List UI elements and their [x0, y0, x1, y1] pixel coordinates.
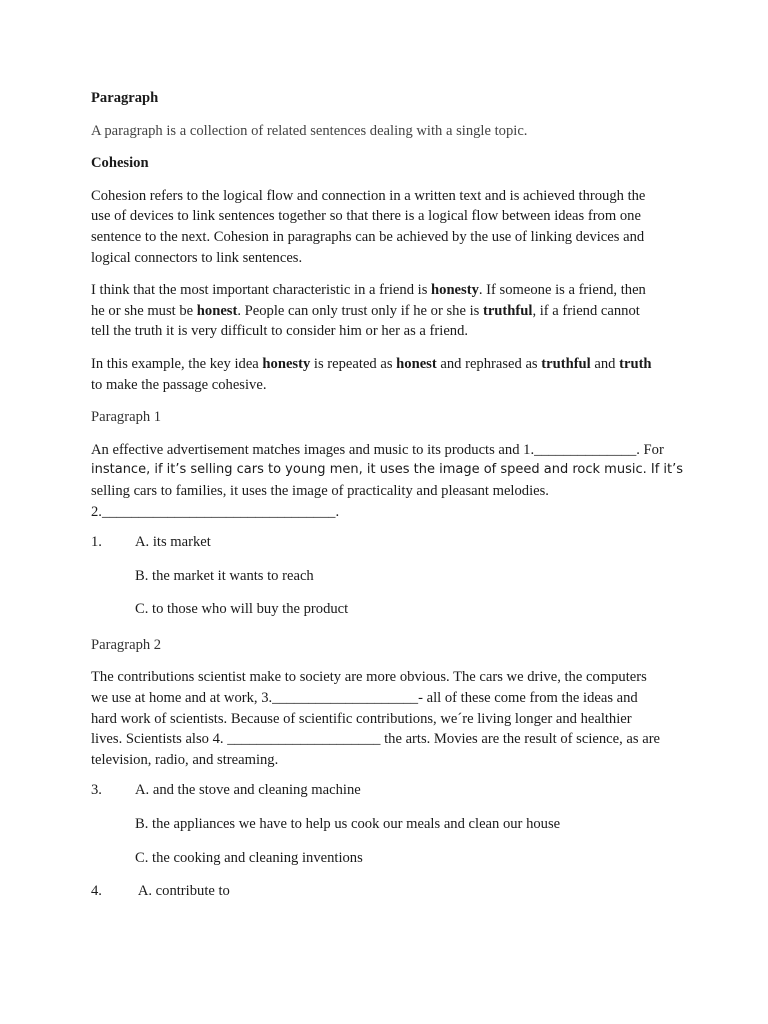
option-a: A. its market — [135, 534, 211, 551]
option-b: B. the market it wants to reach — [135, 567, 314, 584]
example-line — [91, 280, 691, 301]
keyword-honesty: honesty — [262, 355, 311, 372]
paragraph-2-line: we use at home and at work, 3.____________________- all of these come from the ideas and — [91, 690, 638, 707]
keyword-truthful: truthful — [482, 302, 533, 319]
option-c: C. the cooking and cleaning inventions — [135, 849, 363, 866]
cohesion-line: Cohesion refers to the logical flow and connection in a written text and is achieved through the — [91, 187, 646, 204]
text-run: is repeated as — [310, 355, 397, 372]
question-3 — [91, 782, 691, 870]
cohesion-text — [91, 186, 691, 268]
explanation-line: to make the passage cohesive. — [91, 376, 267, 393]
paragraph-definition: A paragraph is a collection of related sentences dealing with a single topic. — [91, 122, 528, 139]
paragraph-1-line: instance, if it’s selling cars to young men, it uses the image of speed and rock music. If it’s — [91, 462, 684, 478]
example-text — [91, 280, 691, 342]
option-row — [91, 782, 691, 803]
option-c: C. to those who will buy the product — [135, 601, 349, 618]
document-page — [91, 88, 691, 917]
option-row — [91, 850, 691, 871]
example-line: tell the truth it is very difficult to consider him or her as a friend. — [91, 323, 469, 340]
keyword-honest: honest — [396, 355, 437, 372]
heading-cohesion: Cohesion — [91, 155, 149, 172]
text-run: he or she must be — [91, 302, 197, 319]
text-run: , if a friend cannot — [532, 302, 640, 319]
option-a: A. contribute to — [135, 883, 230, 900]
option-b: B. the appliances we have to help us cook our meals and clean our house — [135, 816, 561, 833]
paragraph-1-line: 2.________________________________. — [91, 503, 340, 520]
question-number: 4. — [91, 883, 102, 900]
option-row — [91, 568, 691, 589]
option-row — [91, 601, 691, 622]
paragraph-2-line: television, radio, and streaming. — [91, 751, 279, 768]
paragraph-1-line: An effective advertisement matches images and music to its products and 1.______________. For — [91, 441, 664, 458]
heading-paragraph: Paragraph — [91, 90, 159, 106]
question-4 — [91, 883, 691, 904]
text-run: . If someone is a friend, then — [478, 282, 646, 299]
paragraph-1-label: Paragraph 1 — [91, 409, 162, 426]
explanation-line — [91, 354, 691, 375]
text-run: I think that the most important characteristic in a friend is — [91, 282, 432, 299]
question-number: 3. — [91, 782, 102, 799]
question-number: 1. — [91, 534, 102, 551]
text-run: and rephrased as — [436, 355, 542, 372]
keyword-honest: honest — [196, 302, 238, 319]
paragraph-2-text — [91, 667, 691, 770]
keyword-honesty: honesty — [431, 282, 479, 299]
paragraph-2-line: The contributions scientist make to society are more obvious. The cars we drive, the computers — [91, 669, 647, 686]
question-1 — [91, 534, 691, 622]
paragraph-2-line: hard work of scientists. Because of scientific contributions, we´re living longer and healthier — [91, 710, 632, 727]
text-run: . People can only trust only if he or she is — [237, 302, 483, 319]
keyword-truth: truth — [619, 355, 652, 372]
cohesion-line: logical connectors to link sentences. — [91, 249, 303, 266]
example-line — [91, 301, 691, 322]
paragraph-2-label: Paragraph 2 — [91, 636, 162, 653]
paragraph-2-line: lives. Scientists also 4. _____________________ the arts. Movies are the result of science, as are — [91, 731, 661, 748]
paragraph-1-line: selling cars to families, it uses the image of practicality and pleasant melodies. — [91, 482, 549, 499]
cohesion-line: use of devices to link sentences together so that there is a logical flow between ideas from one — [91, 208, 641, 225]
text-run: and — [590, 355, 620, 372]
paragraph-1-text — [91, 440, 691, 522]
keyword-truthful: truthful — [541, 355, 591, 372]
option-a: A. and the stove and cleaning machine — [135, 782, 361, 799]
explanation-text — [91, 354, 691, 395]
text-run: In this example, the key idea — [91, 355, 263, 372]
cohesion-line: sentence to the next. Cohesion in paragraphs can be achieved by the use of linking devices and — [91, 228, 645, 245]
option-row — [91, 816, 691, 837]
option-row — [91, 534, 691, 555]
option-row — [91, 883, 691, 904]
